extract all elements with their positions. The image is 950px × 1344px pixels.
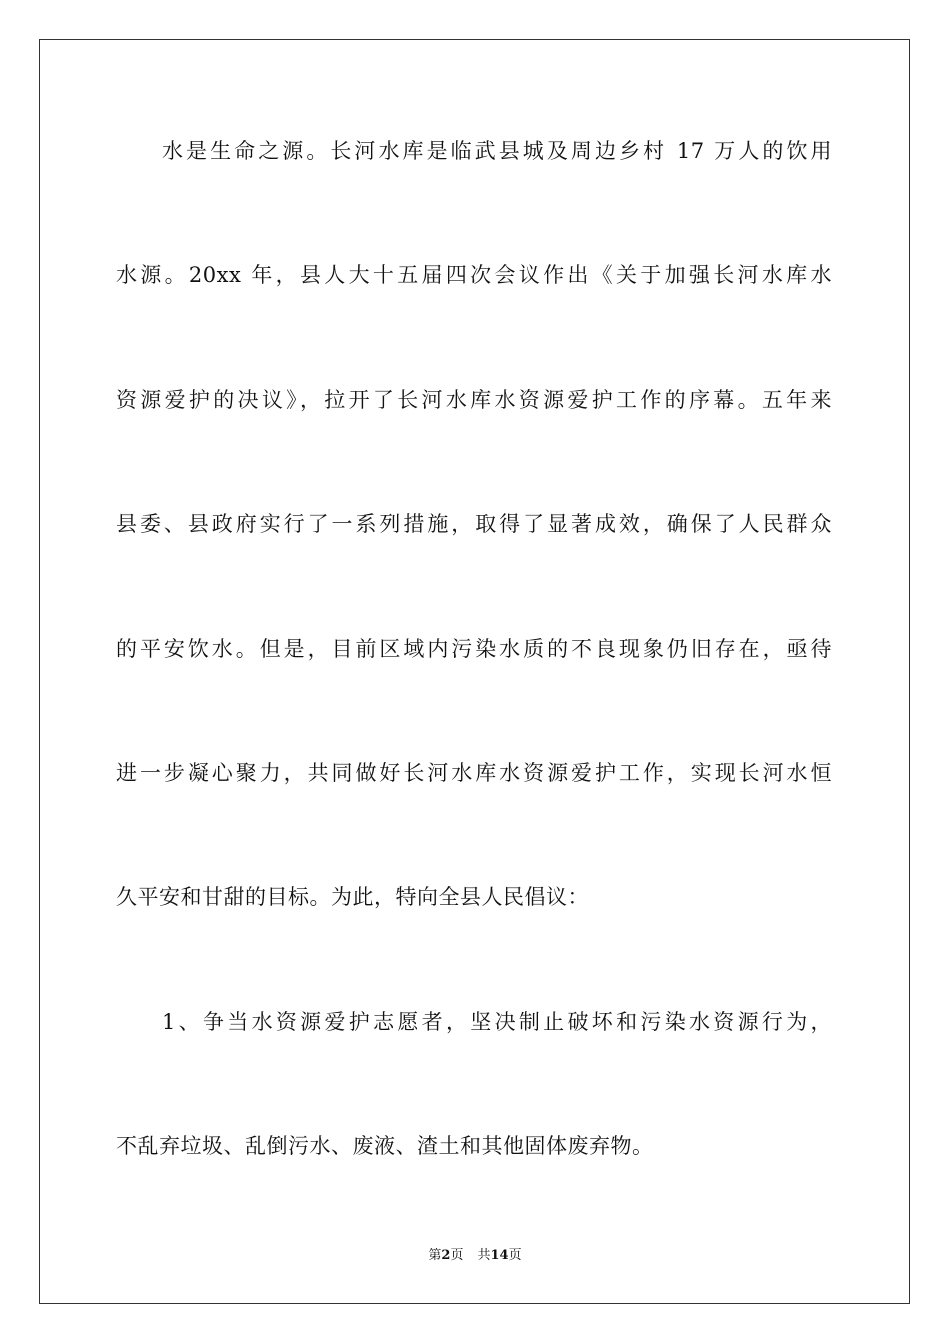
paragraph-1-line-1: 水是生命之源。长河水库是临武县城及周边乡村 17 万人的饮用 — [162, 139, 832, 163]
paragraph-2-line-1: 1、争当水资源爱护志愿者，坚决制止破坏和污染水资源行为， — [162, 1010, 832, 1034]
paragraph-1-line-3: 资源爱护的决议》，拉开了长河水库水资源爱护工作的序幕。五年来 — [116, 388, 832, 412]
paragraph-2-line-2: 不乱弃垃圾、乱倒污水、废液、渣土和其他固体废弃物。 — [116, 1134, 654, 1158]
total-suffix: 页 — [508, 1248, 522, 1263]
paragraph-1-line-7: 久平安和甘甜的目标。为此，特向全县人民倡议： — [116, 885, 589, 909]
page-suffix: 页 — [450, 1248, 464, 1263]
paragraph-1-line-4: 县委、县政府实行了一系列措施，取得了显著成效，确保了人民群众 — [116, 512, 832, 536]
total-prefix: 共 — [477, 1248, 491, 1263]
paragraph-1-line-6: 进一步凝心聚力，共同做好长河水库水资源爱护工作，实现长河水恒 — [116, 761, 832, 785]
paragraph-1-line-5: 的平安饮水。但是，目前区域内污染水质的不良现象仍旧存在，亟待 — [116, 637, 832, 661]
total-pages: 14 — [490, 1248, 509, 1263]
page-number: 2 — [441, 1248, 451, 1263]
page-prefix: 第 — [428, 1248, 442, 1263]
page-footer — [0, 1246, 950, 1266]
paragraph-1-line-2: 水源。20xx 年，县人大十五届四次会议作出《关于加强长河水库水 — [116, 263, 832, 287]
